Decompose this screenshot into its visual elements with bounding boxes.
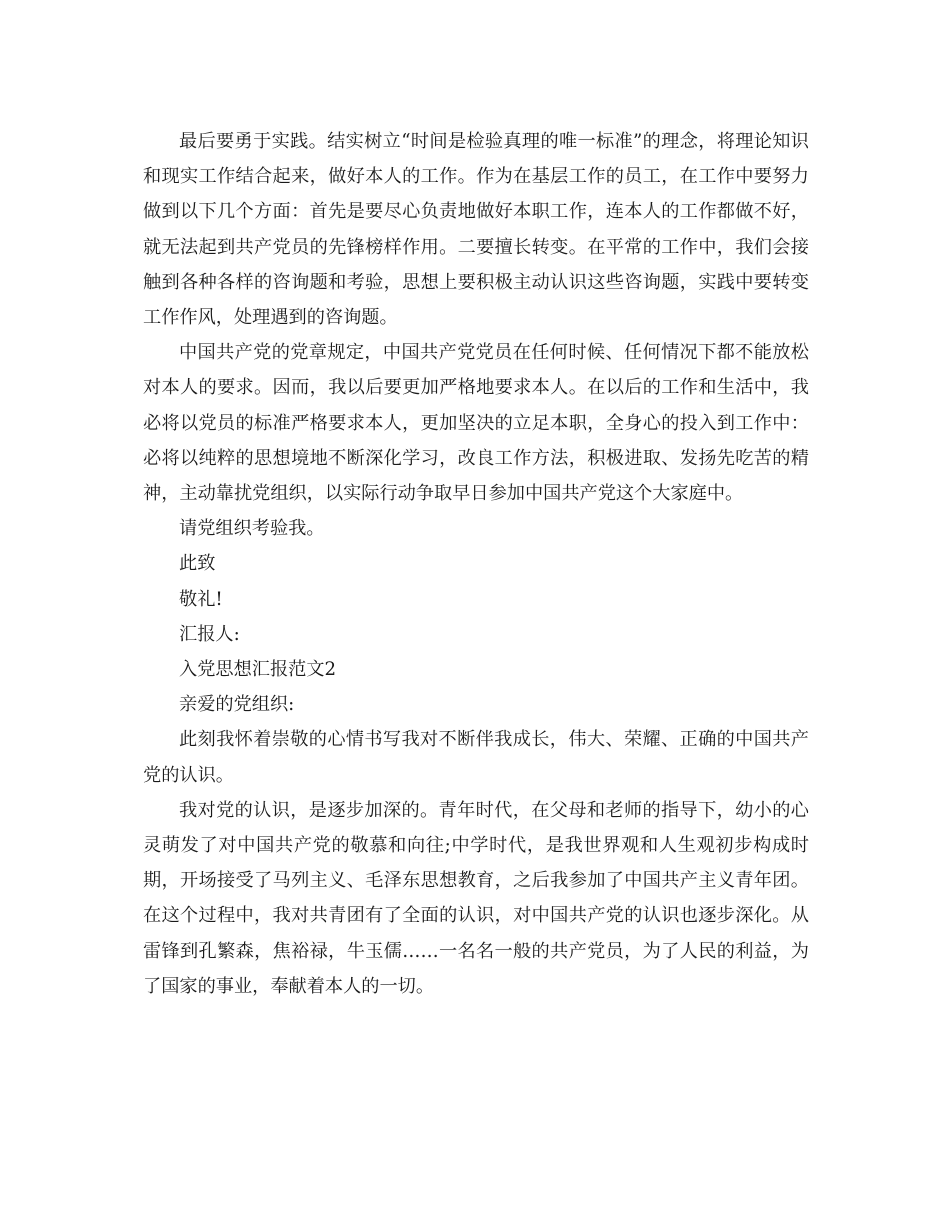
paragraph-party-constitution: 中国共产党的党章规定，中国共产党党员在任何时候、任何情况下都不能放松对本人的要求。因而，我以后要更加严格地要求本人。在以后的工作和生活中，我必将以党员的标准严格要求本人，更加坚决的立足本职，全身心的投入到工作中：必将以纯粹的思想境地不断深化学习，改良工作方法，积极进取、发扬先吃苦的精神，主动靠扰党组织，以实际行动争取早日参加中国共产党这个大家庭中。 [143,342,809,505]
line-reporter: 汇报人: [179,623,240,645]
line-greeting: 亲爱的党组织: [179,694,295,716]
line-please-examine: 请党组织考验我。 [179,518,325,540]
line-salutation-jingli: 敬礼! [179,588,223,610]
paragraph-understanding: 我对党的认识，是逐步加深的。青年时代，在父母和老师的指导下，幼小的心灵萌发了对中国共产党的敬慕和向往;中学时代，是我世界观和人生观初步构成时期，开场接受了马列主义、毛泽东思想教育，之后我参加了中国共产主义青年团。在这个过程中，我对共青团有了全面的认识，对中国共产党的认识也逐步深化。从雷锋到孔繁森，焦裕禄，牛玉儒……一名名一般的共产党员，为了人民的利益，为了国家的事业，奉献着本人的一切。 [143,799,809,997]
line-salutation-cizhi: 此致 [179,553,216,575]
section-title: 入党思想汇报范文2 [179,659,337,681]
paragraph-respect: 此刻我怀着崇敬的心情书写我对不断伴我成长，伟大、荣耀、正确的中国共产党的认识。 [143,729,809,786]
paragraph-practice: 最后要勇于实践。结实树立“时间是检验真理的唯一标准”的理念，将理论知识和现实工作结合起来，做好本人的工作。作为在基层工作的员工，在工作中要努力做到以下几个方面：首先是要尽心负责地做好本职工作，连本人的工作都做不好，就无法起到共产党员的先锋榜样作用。二要擅长转变。在平常的工作中，我们会接触到各种各样的咨询题和考验，思想上要积极主动认识这些咨询题，实践中要转变工作作风，处理遇到的咨询题。 [143,131,809,329]
document-body [143,124,809,1004]
